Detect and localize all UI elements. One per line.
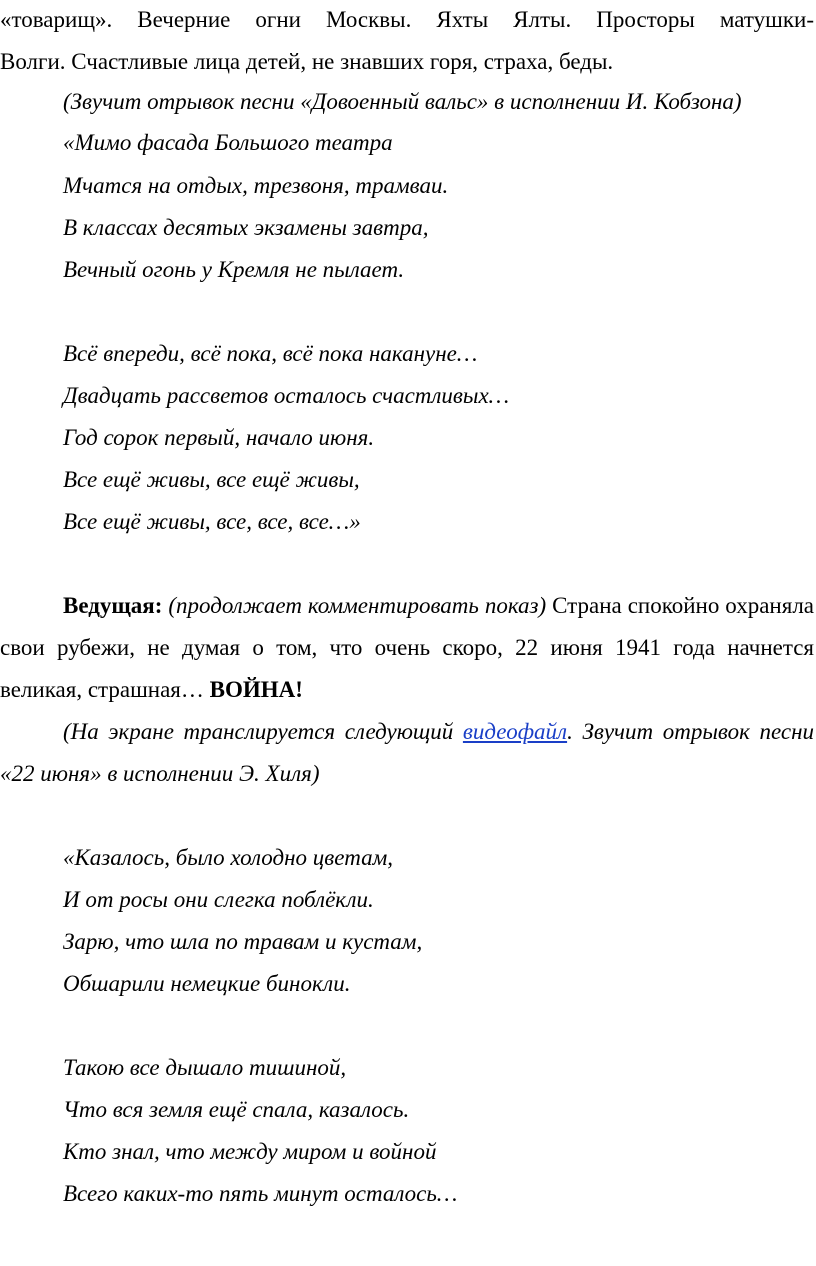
stage-note-waltz: (Звучит отрывок песни «Довоенный вальс» в исполнении И. Кобзона) — [63, 89, 742, 114]
song1-line: «Мимо фасада Большого театра — [63, 130, 393, 155]
song2-line: Кто знал, что между миром и войной — [63, 1139, 437, 1164]
song1-line: Все ещё живы, все ещё живы, — [63, 467, 360, 492]
song1-line: Мчатся на отдых, трезвоня, трамваи. — [63, 173, 449, 198]
song1-line: Год сорок первый, начало июня. — [63, 425, 375, 450]
song2-line: Обшарили немецкие бинокли. — [63, 971, 351, 996]
speaker-label: Ведущая: — [63, 593, 163, 618]
song2-line: Такою все дышало тишиной, — [63, 1055, 347, 1080]
stage-direction: (продолжает комментировать показ) — [168, 593, 547, 618]
song2-line: «Казалось, было холодно цветам, — [63, 845, 394, 870]
host-text: Страна спокойно охраняла свои рубежи, не думая о том, что очень скоро, 22 июня 1941 года начнется великая, страшная… — [0, 593, 814, 702]
song2-line: Что вся земля ещё спала, казалось. — [63, 1097, 410, 1122]
song1-line: В классах десятых экзамены завтра, — [63, 215, 429, 240]
song1-line: Всё впереди, всё пока, всё пока накануне… — [63, 341, 478, 366]
war-emphasis: ВОЙНА! — [209, 677, 303, 702]
song1-line: Вечный огонь у Кремля не пылает. — [63, 257, 405, 282]
song2-line: Зарю, что шла по травам и кустам, — [63, 929, 423, 954]
stage-note-video: (На экране транслируется следующий видеофайл. Звучит отрывок песни «22 июня» в исполнении Э. Хиля) — [0, 719, 814, 786]
video-file-link[interactable]: видеофайл — [462, 719, 568, 744]
intro-line-2: Волги. Счастливые лица детей, не знавших горя, страха, беды. — [0, 49, 614, 74]
song2-line: Всего каких-то пять минут осталось… — [63, 1181, 458, 1206]
host-paragraph — [0, 585, 814, 711]
song1-line: Двадцать рассветов осталось счастливых… — [63, 383, 510, 408]
song1-line: Все ещё живы, все, все, все…» — [63, 509, 361, 534]
intro-line-1: «товарищ». Вечерние огни Москвы. Яхты Ялты. Просторы матушки- — [0, 7, 814, 32]
song2-line: И от росы они слегка поблёкли. — [63, 887, 374, 912]
